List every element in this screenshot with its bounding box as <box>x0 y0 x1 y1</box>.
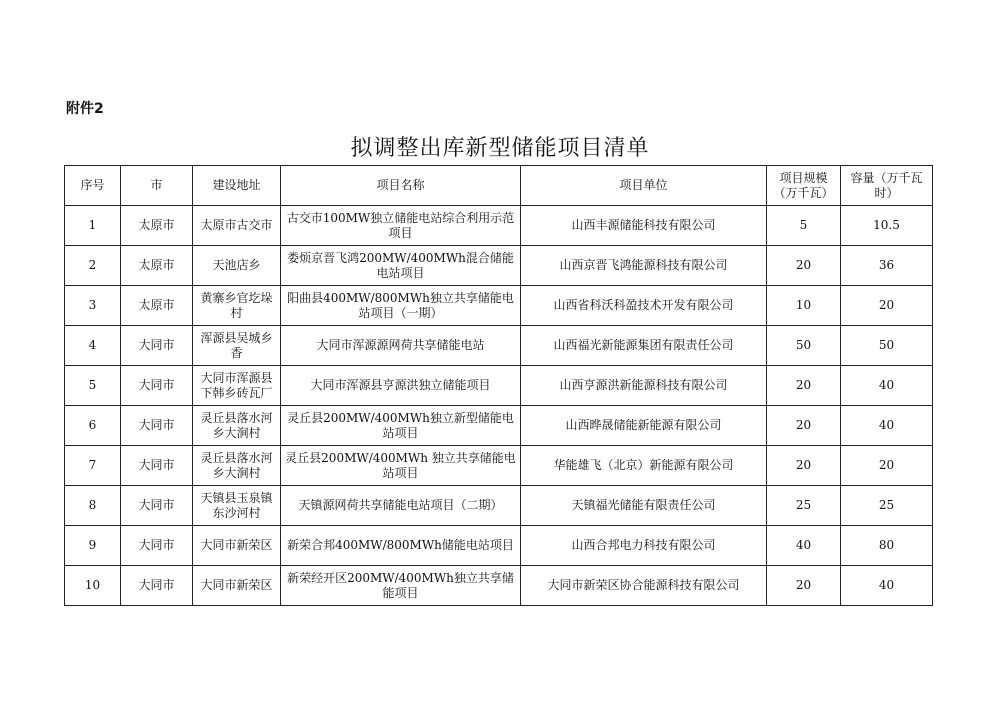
table-row <box>65 326 933 366</box>
cell-scale: 20 <box>767 246 841 286</box>
cell-site: 灵丘县落水河乡大涧村 <box>193 446 281 486</box>
cell-project-name: 天镇源网荷共享储能电站项目（二期） <box>281 486 521 526</box>
cell-project-unit: 山西省科沃科盈技术开发有限公司 <box>521 286 767 326</box>
table-row <box>65 286 933 326</box>
project-table <box>64 165 933 606</box>
cell-project-name: 大同市浑源源网荷共享储能电站 <box>281 326 521 366</box>
table-row <box>65 566 933 606</box>
cell-scale: 20 <box>767 566 841 606</box>
cell-project-unit: 山西合邦电力科技有限公司 <box>521 526 767 566</box>
cell-scale: 20 <box>767 366 841 406</box>
cell-site: 太原市古交市 <box>193 206 281 246</box>
cell-project-unit: 山西亨源洪新能源科技有限公司 <box>521 366 767 406</box>
table-row <box>65 446 933 486</box>
header-seq: 序号 <box>65 166 121 206</box>
cell-city: 大同市 <box>121 326 193 366</box>
cell-seq: 8 <box>65 486 121 526</box>
cell-site: 大同市新荣区 <box>193 526 281 566</box>
cell-project-unit: 华能雄飞（北京）新能源有限公司 <box>521 446 767 486</box>
header-project-unit: 项目单位 <box>521 166 767 206</box>
cell-capacity: 10.5 <box>841 206 933 246</box>
table-row <box>65 206 933 246</box>
cell-capacity: 50 <box>841 326 933 366</box>
cell-seq: 9 <box>65 526 121 566</box>
cell-project-name: 灵丘县200MW/400MWh 独立共享储能电站项目 <box>281 446 521 486</box>
cell-site: 大同市新荣区 <box>193 566 281 606</box>
cell-site: 浑源县吴城乡香 <box>193 326 281 366</box>
cell-scale: 20 <box>767 446 841 486</box>
cell-scale: 40 <box>767 526 841 566</box>
attachment-label: 附件2 <box>66 101 104 117</box>
cell-seq: 4 <box>65 326 121 366</box>
cell-site: 天镇县玉泉镇东沙河村 <box>193 486 281 526</box>
cell-city: 大同市 <box>121 566 193 606</box>
table-row <box>65 406 933 446</box>
cell-site: 灵丘县落水河乡大涧村 <box>193 406 281 446</box>
cell-project-unit: 山西京晋飞鸿能源科技有限公司 <box>521 246 767 286</box>
cell-seq: 7 <box>65 446 121 486</box>
cell-scale: 10 <box>767 286 841 326</box>
cell-seq: 2 <box>65 246 121 286</box>
cell-project-unit: 山西丰源储能科技有限公司 <box>521 206 767 246</box>
cell-seq: 10 <box>65 566 121 606</box>
header-city: 市 <box>121 166 193 206</box>
cell-project-unit: 天镇福光储能有限责任公司 <box>521 486 767 526</box>
cell-scale: 20 <box>767 406 841 446</box>
cell-scale: 50 <box>767 326 841 366</box>
cell-project-unit: 大同市新荣区协合能源科技有限公司 <box>521 566 767 606</box>
header-row <box>65 166 933 206</box>
cell-capacity: 20 <box>841 446 933 486</box>
cell-site: 黄寨乡官圪垛村 <box>193 286 281 326</box>
header-scale: 项目规模（万千瓦） <box>767 166 841 206</box>
cell-city: 太原市 <box>121 246 193 286</box>
cell-seq: 1 <box>65 206 121 246</box>
cell-capacity: 40 <box>841 406 933 446</box>
header-capacity: 容量（万千瓦时） <box>841 166 933 206</box>
cell-site: 天池店乡 <box>193 246 281 286</box>
cell-capacity: 40 <box>841 566 933 606</box>
cell-seq: 6 <box>65 406 121 446</box>
cell-city: 大同市 <box>121 406 193 446</box>
cell-capacity: 80 <box>841 526 933 566</box>
cell-city: 大同市 <box>121 526 193 566</box>
cell-capacity: 36 <box>841 246 933 286</box>
cell-project-name: 新荣合邦400MW/800MWh储能电站项目 <box>281 526 521 566</box>
cell-seq: 3 <box>65 286 121 326</box>
cell-project-unit: 山西晔晟储能新能源有限公司 <box>521 406 767 446</box>
header-site: 建设地址 <box>193 166 281 206</box>
cell-project-name: 新荣经开区200MW/400MWh独立共享储能项目 <box>281 566 521 606</box>
cell-capacity: 40 <box>841 366 933 406</box>
cell-city: 太原市 <box>121 206 193 246</box>
table-row <box>65 246 933 286</box>
table-row <box>65 486 933 526</box>
cell-city: 大同市 <box>121 366 193 406</box>
cell-project-name: 灵丘县200MW/400MWh独立新型储能电站项目 <box>281 406 521 446</box>
cell-project-name: 阳曲县400MW/800MWh独立共享储能电站项目（一期） <box>281 286 521 326</box>
page-title: 拟调整出库新型储能项目清单 <box>350 136 650 161</box>
cell-project-unit: 山西福光新能源集团有限责任公司 <box>521 326 767 366</box>
cell-seq: 5 <box>65 366 121 406</box>
cell-project-name: 古交市100MW独立储能电站综合利用示范项目 <box>281 206 521 246</box>
cell-capacity: 20 <box>841 286 933 326</box>
cell-scale: 25 <box>767 486 841 526</box>
cell-scale: 5 <box>767 206 841 246</box>
header-project-name: 项目名称 <box>281 166 521 206</box>
cell-city: 大同市 <box>121 446 193 486</box>
cell-project-name: 大同市浑源县亨源洪独立储能项目 <box>281 366 521 406</box>
cell-capacity: 25 <box>841 486 933 526</box>
table-row <box>65 526 933 566</box>
cell-city: 太原市 <box>121 286 193 326</box>
cell-site: 大同市浑源县下韩乡砖瓦厂 <box>193 366 281 406</box>
cell-city: 大同市 <box>121 486 193 526</box>
cell-project-name: 娄烦京晋飞鸿200MW/400MWh混合储能电站项目 <box>281 246 521 286</box>
table-row <box>65 366 933 406</box>
